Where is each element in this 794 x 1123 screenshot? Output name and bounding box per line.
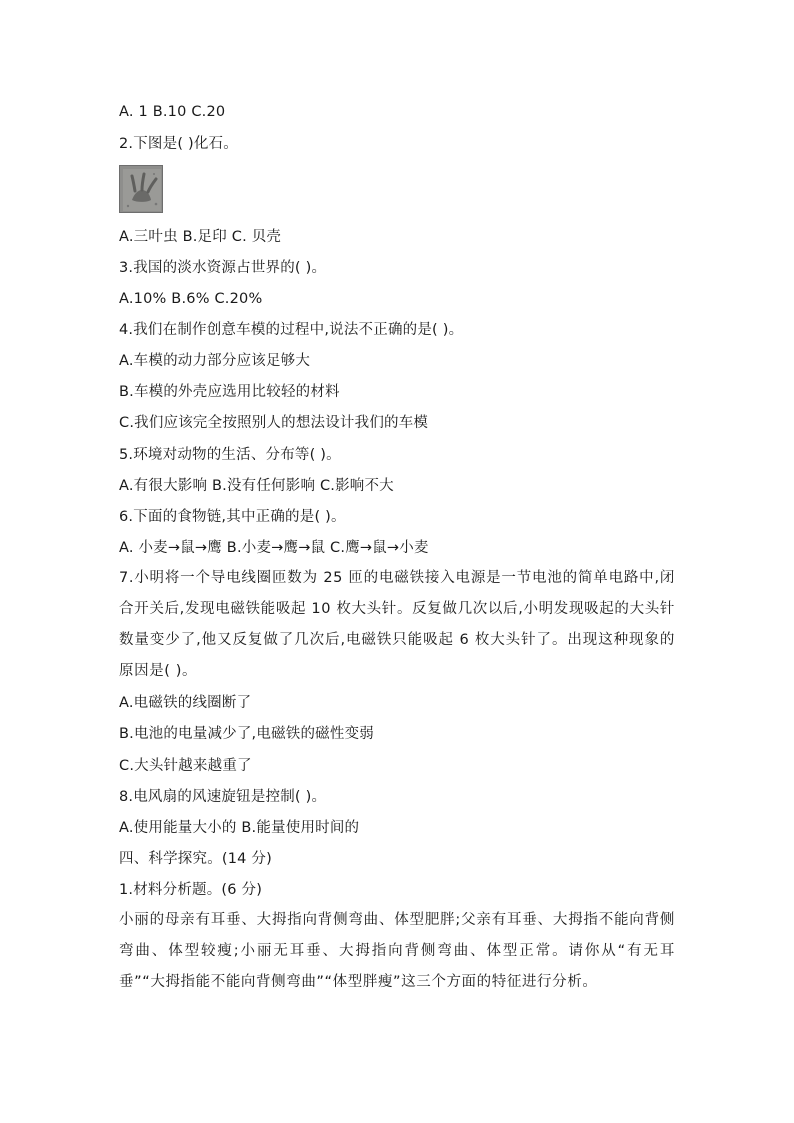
q6-question: 6.下面的食物链,其中正确的是( )。 <box>119 509 346 525</box>
q5-options: A.有很大影响 B.没有任何影响 C.影响不大 <box>119 478 394 494</box>
q7-question: 7.小明将一个导电线圈匝数为 25 匝的电磁铁接入电源是一节电池的简单电路中,闭合开关后,发现电磁铁能吸起 10 枚大头针。反复做几次以后,小明发现吸起的大头针数量变少了,他又反复做了几次后,电磁铁只能吸起 6 枚大头针了。出现这种现象的原因是( )。 <box>119 570 675 679</box>
q7-option-c: C.大头针越来越重了 <box>119 758 252 774</box>
q3-options: A.10% B.6% C.20% <box>119 291 263 307</box>
q7-option-a: A.电磁铁的线圈断了 <box>119 695 252 711</box>
q2-options: A.三叶虫 B.足印 C. 贝壳 <box>119 229 282 245</box>
q5-question: 5.环境对动物的生活、分布等( )。 <box>119 447 341 463</box>
q1-options: A. 1 B.10 C.20 <box>119 104 226 120</box>
q8-options: A.使用能量大小的 B.能量使用时间的 <box>119 820 360 836</box>
subsection-heading: 1.材料分析题。(6 分) <box>119 882 263 898</box>
q7-option-b: B.电池的电量减少了,电磁铁的磁性变弱 <box>119 726 374 742</box>
q2-question: 2.下图是( )化石。 <box>119 136 238 152</box>
q8-question: 8.电风扇的风速旋钮是控制( )。 <box>119 789 327 805</box>
q4-option-b: B.车模的外壳应选用比较轻的材料 <box>119 384 340 400</box>
q4-option-c: C.我们应该完全按照别人的想法设计我们的车模 <box>119 415 429 431</box>
footprint-fossil-image <box>119 165 163 213</box>
material-paragraph: 小丽的母亲有耳垂、大拇指向背侧弯曲、体型肥胖;父亲有耳垂、大拇指不能向背侧弯曲、体型较瘦;小丽无耳垂、大拇指向背侧弯曲、体型正常。请你从“有无耳垂”“大拇指能不能向背侧弯曲”“体型胖瘦”这三个方面的特征进行分析。 <box>119 912 675 990</box>
q4-question: 4.我们在制作创意车模的过程中,说法不正确的是( )。 <box>119 322 464 338</box>
q4-option-a: A.车模的动力部分应该足够大 <box>119 353 311 369</box>
section-heading: 四、科学探究。(14 分) <box>119 851 272 867</box>
q6-options: A. 小麦→鼠→鹰 B.小麦→鹰→鼠 C.鹰→鼠→小麦 <box>119 540 429 556</box>
q3-question: 3.我国的淡水资源占世界的( )。 <box>119 260 327 276</box>
